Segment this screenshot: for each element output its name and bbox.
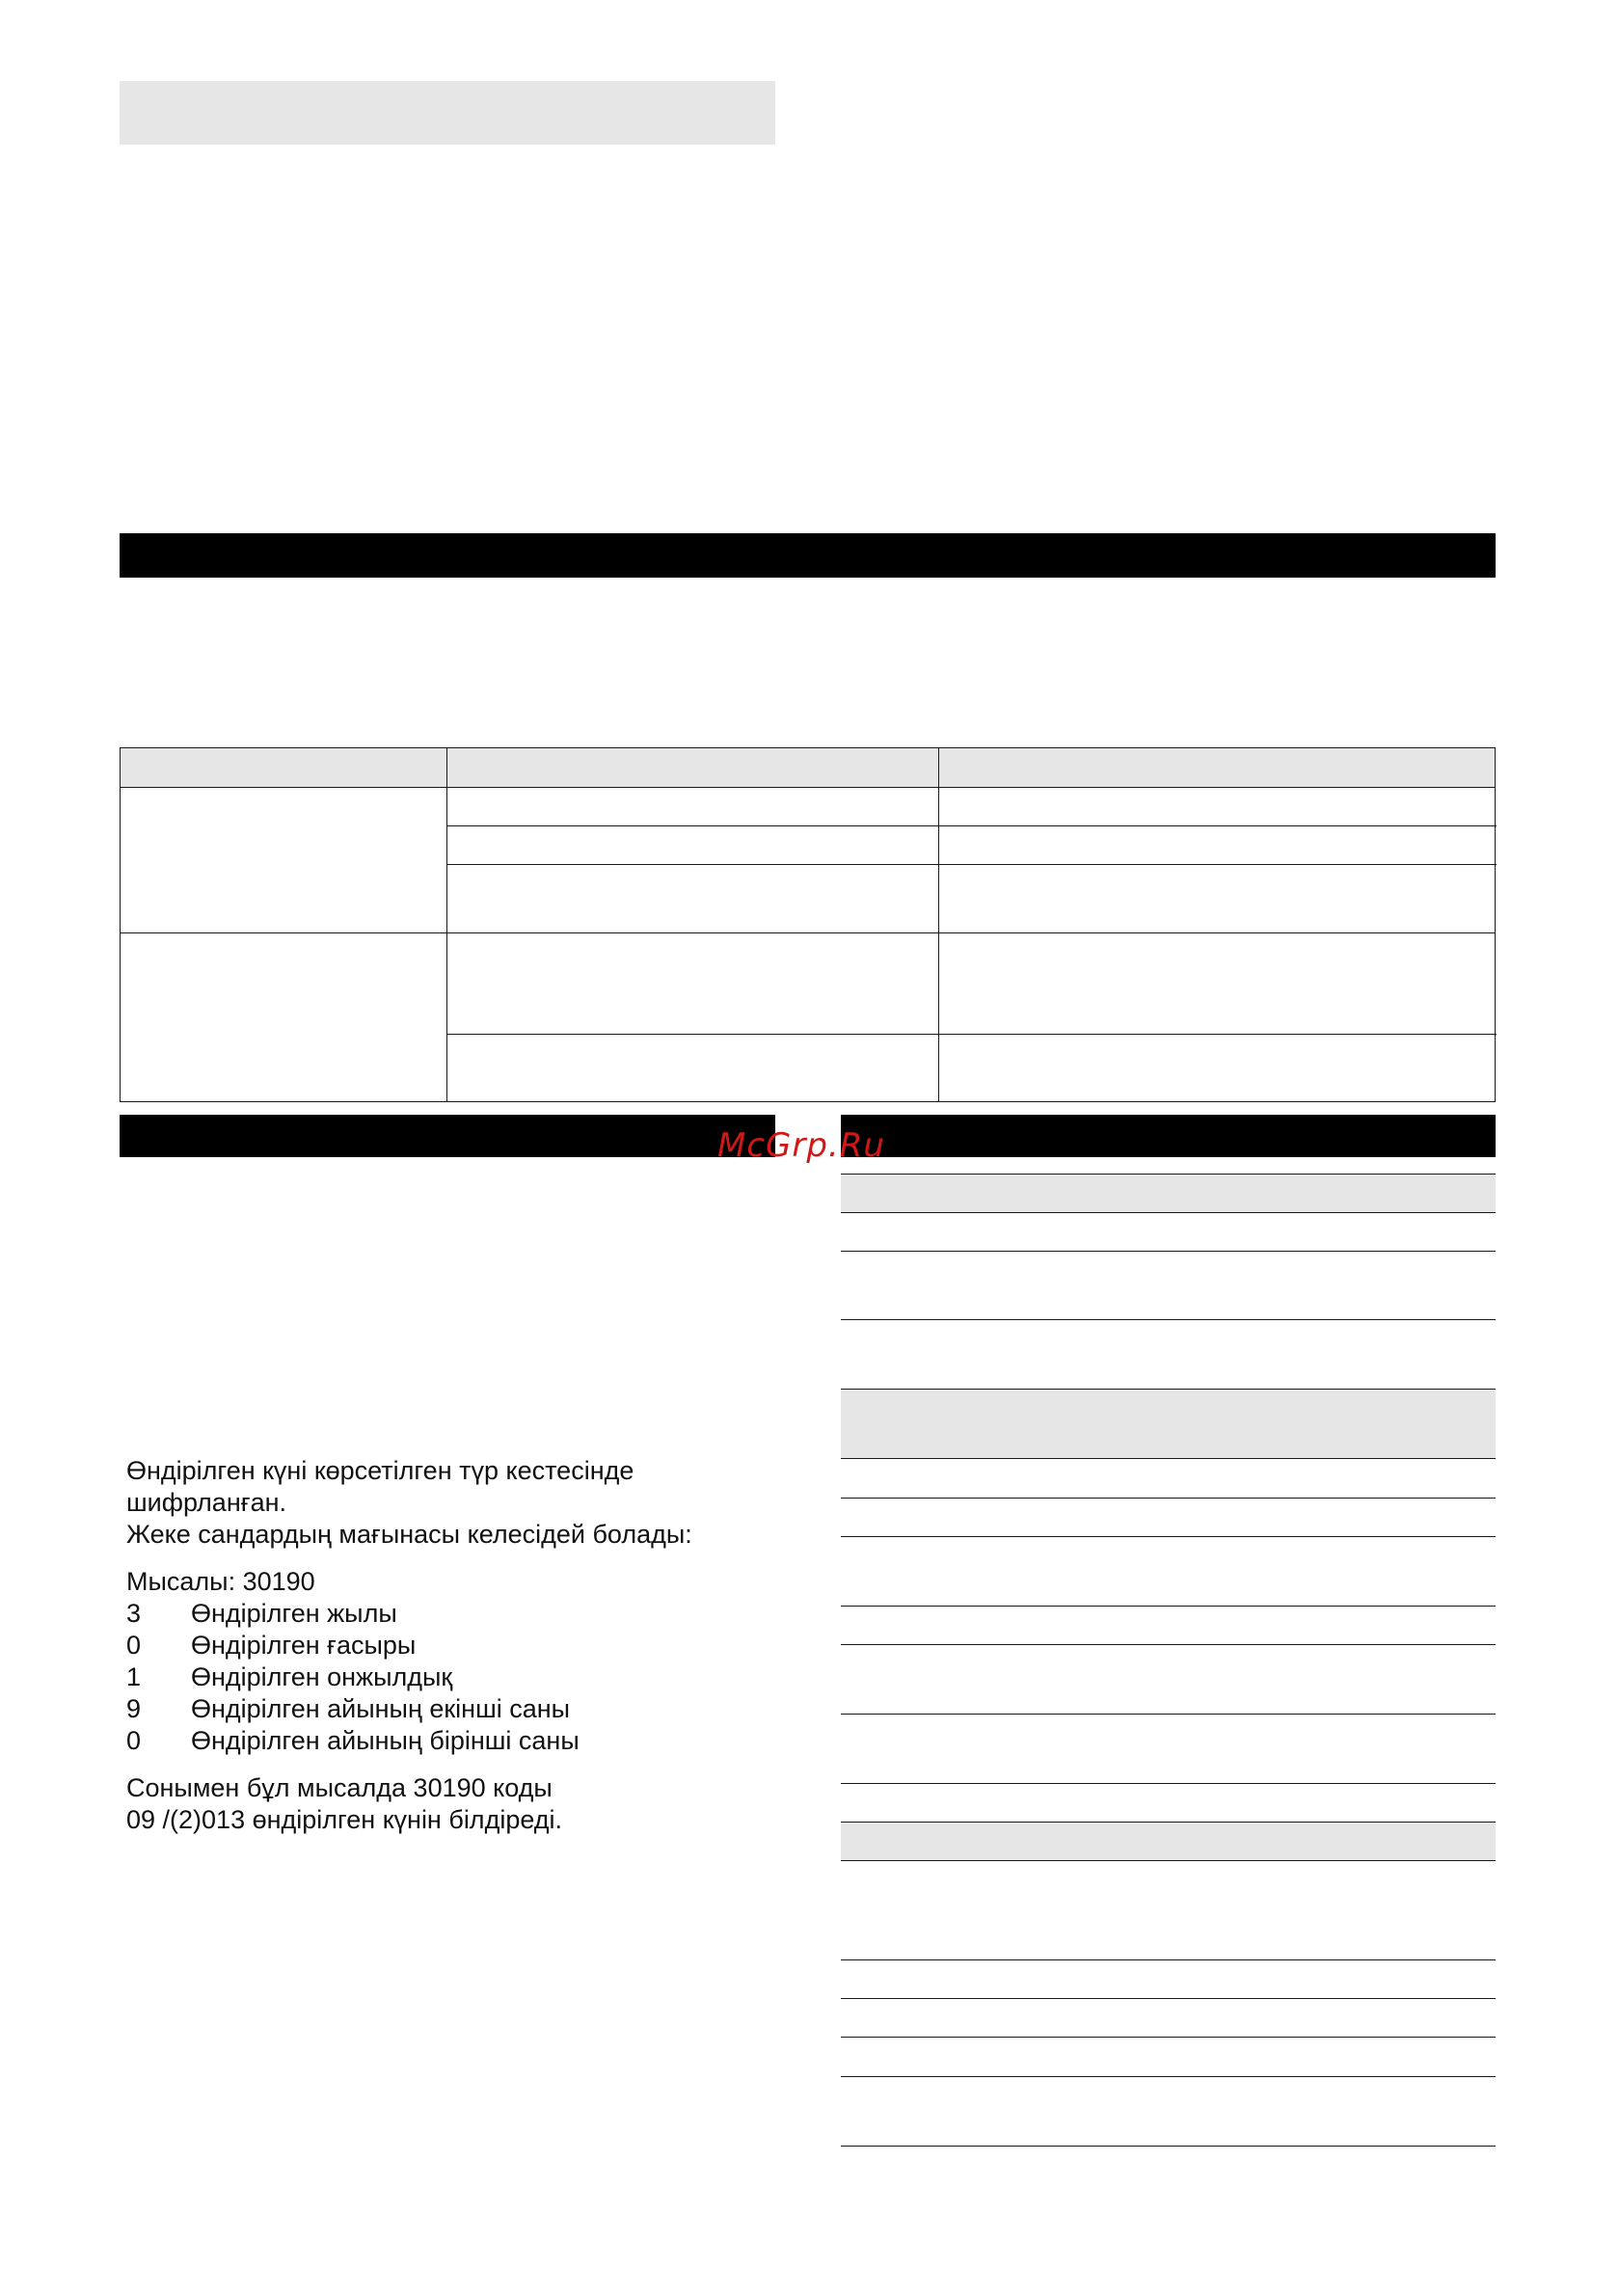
- spec-table-row: [841, 1537, 1496, 1607]
- spec-table-row: [841, 1607, 1496, 1645]
- spec-table-row: [841, 1157, 1496, 1175]
- table-row-divider: [446, 864, 1497, 865]
- digit-value: 0: [126, 1631, 142, 1660]
- table-row-divider: [446, 825, 1497, 826]
- spec-table-section-row: [841, 1390, 1496, 1459]
- digit-row: [126, 1725, 692, 1757]
- spec-table-row: [841, 1459, 1496, 1499]
- spec-table-row: [841, 1320, 1496, 1390]
- spec-table-row: [841, 1784, 1496, 1823]
- spec-table-row: [841, 2077, 1496, 2147]
- digit-value: 0: [126, 1726, 142, 1755]
- conclusion-line: Сонымен бұл мысалда 30190 коды: [126, 1773, 553, 1802]
- left-section-title-bar: [120, 1115, 775, 1157]
- section-title-bar: [120, 533, 1496, 578]
- table-row-divider: [446, 1034, 1497, 1035]
- digit-row: [126, 1598, 692, 1630]
- digit-row: [126, 1661, 692, 1693]
- spec-table-row: [841, 2038, 1496, 2077]
- digit-meaning: Өндірілген айының екінші саны: [191, 1694, 571, 1723]
- intro-line: Өндірілген күні көрсетілген түр кестесінде: [126, 1456, 634, 1485]
- table-column-divider: [938, 748, 939, 1101]
- intro-line: шифрланған.: [126, 1488, 287, 1517]
- digit-meaning: Өндірілген онжылдық: [191, 1662, 453, 1691]
- table-row-divider: [121, 932, 1495, 933]
- spec-table-row: [841, 1715, 1496, 1784]
- watermark: McGrp.Ru: [717, 1126, 885, 1165]
- table-row-divider: [121, 787, 1495, 788]
- spec-table-row: [841, 1861, 1496, 1960]
- spec-table-row: [841, 1645, 1496, 1715]
- digit-value: 9: [126, 1694, 142, 1723]
- intro-line: Жеке сандардың мағынасы келесідей болады:: [126, 1520, 692, 1549]
- main-table: [120, 747, 1496, 1102]
- spec-table-row: [841, 1252, 1496, 1320]
- example-label: Мысалы: 30190: [126, 1567, 315, 1596]
- digit-meaning: Өндірілген ғасыры: [191, 1631, 417, 1660]
- digit-value: 3: [126, 1599, 142, 1628]
- digit-meaning: Өндірілген айының бірінші саны: [191, 1726, 580, 1755]
- spec-table-row: [841, 1999, 1496, 2038]
- digit-meaning: Өндірілген жылы: [191, 1599, 397, 1628]
- right-section-title-bar: [841, 1115, 1496, 1157]
- section-header-box: [120, 81, 775, 145]
- conclusion-line: 09 /(2)013 өндірілген күнін білдіреді.: [126, 1805, 563, 1834]
- digit-value: 1: [126, 1662, 142, 1691]
- table-column-divider: [446, 748, 447, 1101]
- spec-table-row: [841, 1960, 1496, 1999]
- table-header-row: [121, 748, 1495, 787]
- spec-table-row: [841, 1213, 1496, 1252]
- spec-table-section-row: [841, 1175, 1496, 1213]
- digit-row: [126, 1693, 692, 1725]
- spec-table-section-row: [841, 1823, 1496, 1861]
- digit-row: [126, 1630, 692, 1661]
- spec-table-row: [841, 1499, 1496, 1537]
- date-code-section: [126, 1455, 692, 1836]
